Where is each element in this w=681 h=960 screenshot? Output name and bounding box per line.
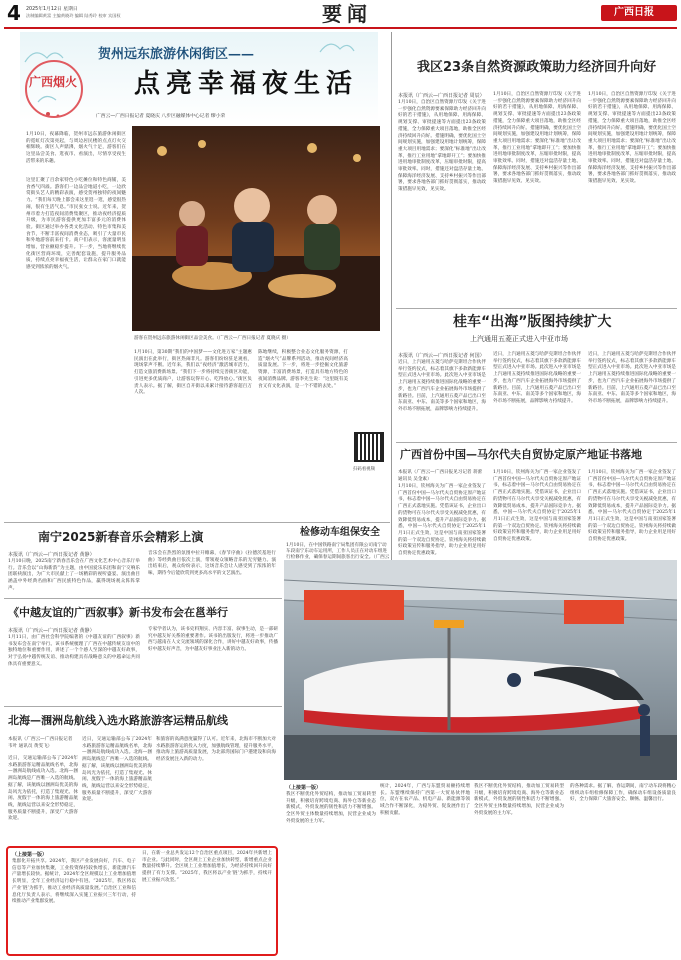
feature-body: 这里汇聚了百余家特色小吃摊位和特色商铺，美食香气四溢。游客们一边品尝地道小吃，一边欣赏街头艺人的精彩表演，感受贺州独特的夜间魅力。“我们每天晚上都会来这里逛一逛，感觉很热闹，很有生活气息。”市民张女士说。近年来，贺州市着力打造夜间消费集聚区，推动夜经济提质升级，为市民游客提供更加丰富多元的消费体验。街区通过举办各类文化活动、特色市集和美食节，不断丰富夜间消费业态，吸引了大量市民和外地游客前来打卡。商户们表示，客流量明显增加，营业额稳步提升。下一步，当地将继续优化街区营商环境，完善配套设施，提升服务品质，持续点亮幸福夜生活，让群众在家门口就能感受到浓浓的烟火气。: [26, 178, 126, 271]
rail-col6: 的各种需求。据了解，春运期间，南宁动车段将精心组织动车组检修保障工作，确保动车组设备质量良好，全力保障广大旅客安全、顺畅、温馨出行。: [570, 784, 676, 803]
feature-qr-label: 扫码看视频: [353, 467, 375, 472]
concert-col2: 音乐会在热烈的氛围中拉开帷幕，《春节序曲》《拉德茨基进行曲》等经典曲目依次上演，带领观众领略音乐的无穷魅力。演出结束后，观众纷纷表示，这场音乐会让人感受到了浓浓的年味，期待今后能欣赏到更多高水平的文艺演出。: [148, 551, 276, 577]
date-line: 2025年1月12日 星期日: [26, 7, 78, 12]
page-number: 4: [7, 1, 21, 25]
continued-col5: 我区不断优化外贸结构，推动加工贸易转型升级，积极培育跨境电商、海外仓等新业态新模式，外贸发展的韧性和活力不断增强。全区外贸主体数量持续增加，民营企业成为外贸发展的主力军。: [474, 784, 564, 816]
fta-body-3: 1月10日，钦州海关为广西一家企业签发了广西首份中国—马尔代夫自贸协定原产地证书，标志着中国—马尔代夫自由贸易协定在广西正式落地实施。凭借该证书，企业出口的货物可在马尔代夫享受关税减免优惠，有效降低贸易成本，提升产品国际竞争力。据悉，中国—马尔代夫自贸协定于2025年1月1日正式生效，这是中国与南亚国家签署的第一个双边自贸协定。钦州海关将持续做好政策宣传和服务指导，助力企业用足用好自贸协定优惠政策。: [588, 470, 676, 543]
concert-title: 南宁2025新春音乐会精彩上演: [38, 530, 204, 544]
street-food-scene-icon: [132, 126, 380, 331]
car-export-body-3: 近日，上汽通用五菱与哈萨克斯坦合作伙伴举行签约仪式，标志着其旗下多款新能源车型正式进入中亚市场。此次进入中亚市场是上汽通用五菱持续推进国际化战略的重要一步，也为广西汽车企业拓展海外市场提供了新路径。目前，上汽通用五菱产品已出口至东南亚、中东、南美等多个国家和地区，海外市场不断拓展，品牌影响力持续提升。: [588, 352, 676, 404]
resources-body-1: 1月10日，自治区自然资源厅印发《关于进一步强化自然资源要素保障助力经济回升向好的若干措施》，从用地保障、用海保障、规划支撑、审批提速等方面提出23条政策措施，全力保障重大项目落地，助推全区经济持续回升向好。措施明确，要优化国土空间规划实施，加强建设用地计划统筹，保障重大项目用地需求；要深化“标准地”出让改革，推行工业用地“拿地即开工”；要加快推进用地审批制度改革，压缩审批时限，提高审批效率。同时，措施还对盘活存量土地、保障海洋经济发展、支持乡村振兴等作出部署，要求各地各部门抓好贯彻落实，推动政策措施早见效、见实效。: [398, 100, 486, 193]
book-title: 《中越友谊的广西叙事》新书发布会在邕举行: [8, 606, 228, 619]
feature-col3: 1月10日，第30期“我们的中国梦——文化进万家”主题惠民演出在此举行，街区热闹非凡。游客们纷纷驻足观看，现场掌声不断。近年来，我们以“夜经济”激活城市活力，打造文旅消费新场景。“我们下一步将持续完善街区功能，引进更多优质商户，让游客玩得开心、吃得放心。”街区负责人表示。据了解，街区自开街以来累计接待游客超百万人次。: [134, 350, 252, 396]
section-rule: [4, 706, 282, 707]
fta-body-2: 1月10日，钦州海关为广西一家企业签发了广西首份中国—马尔代夫自贸协定原产地证书，标志着中国—马尔代夫自由贸易协定在广西正式落地实施。凭借该证书，企业出口的货物可在马尔代夫享受关税减免优惠，有效降低贸易成本，提升产品国际竞争力。据悉，中国—马尔代夫自贸协定于2025年1月1日正式生效，这是中国与南亚国家签署的第一个双边自贸协定。钦州海关将持续做好政策宣传和服务指导，助力企业用足用好自贸协定优惠政策。: [493, 470, 581, 543]
box-label: （上接第一版）: [12, 852, 48, 858]
paper-name: 广西日报: [614, 7, 654, 18]
train-maintenance-icon: [284, 560, 677, 780]
editor-line: 法制编辑黄富 主编黄晓玲 编辑 陆秀玲 校审 宾国权: [26, 13, 121, 18]
feature-qr-code[interactable]: [354, 432, 384, 462]
feature-byline: 广西云—广西日报记者 夏晓庆 八步区融媒体中心记者 缪小荣: [96, 114, 226, 119]
box-body: 集群化开拓共享。2024年，我区产业发展向好，汽车、电子信息等产业加快集聚，工业投资保持较快增长，新能源汽车产量增长较快。据统计，2024年全区规模以上工业增加值增长明显，全年工业经济运行稳中有进。“2025年，我区将以产业‘链’为抓手，推动工业经济高质量发展。”自治区工业和信息化厅负责人表示，将继续深入实施工业振兴三年行动，持续推动产业集群发展。: [12, 859, 136, 905]
car-export-body-1: 近日，上汽通用五菱与哈萨克斯坦合作伙伴举行签约仪式，标志着其旗下多款新能源车型正式进入中亚市场。此次进入中亚市场是上汽通用五菱持续推进国际化战略的重要一步，也为广西汽车企业拓展海外市场提供了新路径。目前，上汽通用五菱产品已出口至东南亚、中东、南美等多个国家和地区，海外市场不断拓展，品牌影响力持续提升。: [398, 360, 486, 412]
book-col2: 专家学者认为，该书史料翔实、内容丰富、叙事生动，是一部研究中越友好关系的重要著作。该书的出版发行，将进一步推动广西与越南在人文交流领域的深化合作，讲好中越友好故事，传播好中越友好声音，为中越友好事业注入新的动力。: [148, 627, 278, 653]
feature-title: 点亮幸福夜生活: [134, 69, 359, 99]
concert-byline: 本报讯（广西云—广西日报记者 黄静）: [8, 552, 95, 558]
book-byline: 本报讯（广西云—广西日报记者 黄静）: [8, 628, 95, 634]
car-export-subtitle: 上汽通用五菱正式进入中亚市场: [470, 335, 568, 343]
section-rule: [396, 442, 677, 443]
resources-byline: 本报讯（广西云—广西日报记者 周辰）: [398, 93, 485, 99]
feature-col4: 陈地继续，积极整合业态文化服务资源，打造“烟火气”品牌系列活动，推动夜间经济高质量发展。下一步，将进一步挖掘文化旅游资源，丰富消费场景，打造具有地方特色的夜间消费品牌。游客李先生说：“这里既有美食又有文化表演，是一个不错的去处。”: [258, 350, 348, 389]
rail-title: 检修动车组保安全: [300, 527, 380, 538]
section-rule: [396, 308, 677, 309]
port-body-2: 近日，交通运输部公布了2024年水路旅游客运精品航线名单，北海—涠洲岛航线成功入选。北海—涠洲岛航线是广西唯一入选的航线。据了解，该航线以涠洲岛优美的海岛风光为依托，打造了集观光、休闲、度假于一体的海上旅游精品航线，航线运营以来安全形势稳定，服务质量不断提升，深受广大游客欢迎。: [82, 737, 152, 803]
port-col2: 和旅客的高满意度赢得了认可。近年来，北海市不断加大对水路旅游客运的投入力度，加强航线管理，提升服务水平，推动海上旅游高质量发展，为北部湾国际门户港建设和向海经济发展注入新的动力。: [156, 737, 276, 763]
feature-photo-caption: 游客在贺州远东旅游休闲街区品尝美食。（广西云—广西日报记者 夏晓庆 摄）: [134, 336, 291, 341]
feature-lead: 1月10日，夜幕降临，贺州市远东旅游休闲街区的霓虹灯次第亮起，与周边居民楼的点点灯火交相辉映。街区人声鼎沸，烟火气十足，游客们在这里品尝美食、逛夜市、看演出，尽情享受夜生活带来的乐趣。: [26, 132, 126, 164]
continued-col3: 我区不断优化外贸结构，推动加工贸易转型升级，积极培育跨境电商、海外仓等新业态新模式，外贸发展的韧性和活力不断增强。全区外贸主体数量持续增加，民营企业成为外贸发展的主力军。: [286, 792, 376, 824]
car-export-byline: 本报讯（广西云—广西日报记者 何国）: [398, 353, 485, 359]
fta-byline: 本报讯（广西云—广西日报见习记者 蒋蕾 通讯员 吴金素）: [398, 470, 483, 482]
port-byline: 本报讯（广西云—广西日报记者 韦叶 通讯员 黄雯飞）: [8, 737, 73, 749]
port-title: 北海—涠洲岛航线入选水路旅游客运精品航线: [8, 714, 228, 727]
concert-body: 1月10日晚，2025南宁新春音乐会在广西文化艺术中心音乐厅举行。音乐会以“山海新韵”为主题，由中国爱乐乐团和南宁交响乐团联袂演出，为广大市民献上了一场精彩的视听盛宴。演出曲目涵盖中外经典名曲和广西民族特色作品，赢得现场观众阵阵掌声。: [8, 559, 140, 591]
continued-col4: 统计，2024年，广西与东盟贸易额持续增长。东盟继续保持广西第一大贸易伙伴地位，双方在农产品、机电产品、新能源等领域合作不断深化，为稳外贸、促发展作出了积极贡献。: [380, 784, 470, 816]
resources-body-2: 1月10日，自治区自然资源厅印发《关于进一步强化自然资源要素保障助力经济回升向好的若干措施》，从用地保障、用海保障、规划支撑、审批提速等方面提出23条政策措施，全力保障重大项目落地，助推全区经济持续回升向好。措施明确，要优化国土空间规划实施，加强建设用地计划统筹，保障重大项目用地需求；要深化“标准地”出让改革，推行工业用地“拿地即开工”；要加快推进用地审批制度改革，压缩审批时限，提高审批效率。同时，措施还对盘活存量土地、保障海洋经济发展、支持乡村振兴等作出部署，要求各地各部门抓好贯彻落实，推动政策措施早见效、见实效。: [493, 92, 581, 185]
rail-photo: [284, 560, 677, 780]
section-rule: [4, 522, 390, 523]
resources-title: 我区23条自然资源政策助力经济回升向好: [417, 60, 657, 75]
fta-title: 广西首份中国—马尔代夫自贸协定原产地证书落地: [400, 448, 642, 461]
port-body: 近日，交通运输部公布了2024年水路旅游客运精品航线名单，北海—涠洲岛航线成功入选。北海—涠洲岛航线是广西唯一入选的航线。据了解，该航线以涠洲岛优美的海岛风光为依托，打造了集观光、休闲、度假于一体的海上旅游精品航线，航线运营以来安全形势稳定，服务质量不断提升，深受广大游客欢迎。: [8, 756, 78, 822]
feature-subtitle: 贺州远东旅游休闲街区——: [98, 47, 255, 62]
fta-body-1: 1月10日，钦州海关为广西一家企业签发了广西首份中国—马尔代夫自贸协定原产地证书，标志着中国—马尔代夫自由贸易协定在广西正式落地实施。凭借该证书，企业出口的货物可在马尔代夫享受关税减免优惠，有效降低贸易成本，提升产品国际竞争力。据悉，中国—马尔代夫自贸协定于2025年1月1日正式生效，这是中国与南亚国家签署的第一个双边自贸协定。钦州海关将持续做好政策宣传和服务指导，助力企业用足用好自贸协定优惠政策。: [398, 484, 486, 557]
feature-photo: [132, 126, 380, 331]
section-rule: [4, 598, 282, 599]
resources-body-3: 1月10日，自治区自然资源厅印发《关于进一步强化自然资源要素保障助力经济回升向好的若干措施》，从用地保障、用海保障、规划支撑、审批提速等方面提出23条政策措施，全力保障重大项目落地，助推全区经济持续回升向好。措施明确，要优化国土空间规划实施，加强建设用地计划统筹，保障重大项目用地需求；要深化“标准地”出让改革，推行工业用地“拿地即开工”；要加快推进用地审批制度改革，压缩审批时限，提高审批效率。同时，措施还对盘活存量土地、保障海洋经济发展、支持乡村振兴等作出部署，要求各地各部门抓好贯彻落实，推动政策措施早见效、见实效。: [588, 92, 676, 185]
book-body: 1月11日，由广西社会科学院编著的《中越友谊的广西叙事》新书发布会在南宁举行。该书系统梳理了广西在中越传统友谊中的独特地位和重要作用，讲述了一个个感人至深的中越友好故事，对于弘扬中越传统友谊、推动构建具有战略意义的中越命运共同体具有重要意义。: [8, 635, 140, 667]
rail-caption: 1月10日，在中国铁路南宁局集团有限公司南宁动车段南宁东动车运用所，工作人员正在对动车组进行检修作业，确保春运期间旅客出行安全。（广西云: [286, 543, 390, 560]
car-export-body-2: 近日，上汽通用五菱与哈萨克斯坦合作伙伴举行签约仪式，标志着其旗下多款新能源车型正式进入中亚市场。此次进入中亚市场是上汽通用五菱持续推进国际化战略的重要一步，也为广西汽车企业拓展海外市场提供了新路径。目前，上汽通用五菱产品已出口至东南亚、中东、南美等多个国家和地区，海外市场不断拓展，品牌影响力持续提升。: [493, 352, 581, 404]
car-export-title: 桂车“出海”版图持续扩大: [453, 314, 612, 330]
continued-label: （上接第一版）: [286, 785, 322, 791]
masthead-rule: [4, 27, 677, 29]
feature-kicker: 广西烟火: [28, 75, 77, 89]
section-name: 要闻: [322, 2, 372, 26]
box-col2: 日，在新一业总共发运12个自治区重点项目，2024年共新增上市企业。与此同时，全区规上工业企业加快转型，新增重点企业数量持续攀升。全区规上工业增加值增长，为经济持续回升向好提供了有力支撑。“2025年，我区将以产业‘链’为抓手，持续开展工业振兴攻坚。”: [142, 851, 272, 883]
